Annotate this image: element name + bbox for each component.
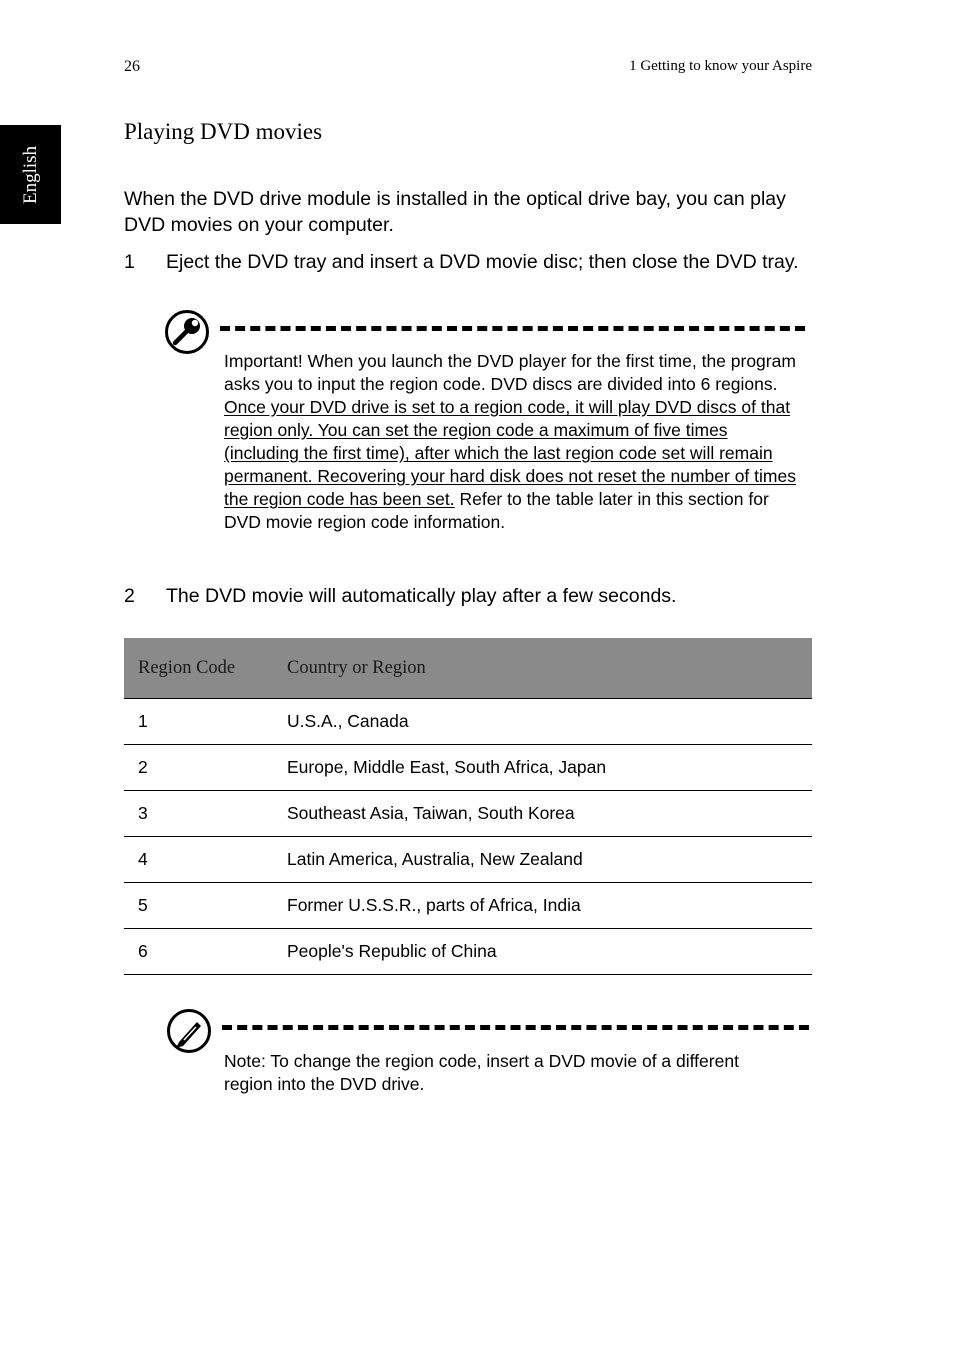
table-row bbox=[124, 883, 812, 929]
step-text: The DVD movie will automatically play after a few seconds. bbox=[166, 585, 677, 607]
country-cell: Southeast Asia, Taiwan, South Korea bbox=[273, 791, 812, 837]
country-cell: U.S.A., Canada bbox=[273, 699, 812, 745]
important-label: Important! bbox=[224, 351, 303, 371]
region-code-cell: 3 bbox=[124, 791, 273, 837]
page-number: 26 bbox=[124, 58, 140, 75]
important-wrench-icon bbox=[164, 309, 210, 355]
step-number: 1 bbox=[124, 251, 135, 273]
important-callout-text bbox=[224, 350, 799, 534]
table-row bbox=[124, 791, 812, 837]
note-pen-icon bbox=[166, 1008, 212, 1054]
important-text-after: Refer to the table later in this section for DVD movie region code information. bbox=[224, 489, 769, 532]
step-2 bbox=[124, 583, 814, 609]
note-text: To change the region code, insert a DVD movie of a different region into the DVD drive. bbox=[224, 1051, 739, 1094]
step-number: 2 bbox=[124, 585, 135, 607]
important-text-underlined: Once your DVD drive is set to a region code, it will play DVD discs of that region only. You can set the region code a maximum of five times (including the first time), after which the last region code set will remain permanent. Recovering your hard disk does not reset the number of times the region code has been set. bbox=[224, 397, 796, 509]
step-1 bbox=[124, 249, 814, 275]
country-cell: Former U.S.S.R., parts of Africa, India bbox=[273, 883, 812, 929]
callout-divider bbox=[220, 326, 805, 331]
language-tab bbox=[0, 125, 61, 224]
table-header-row bbox=[124, 638, 812, 699]
region-code-table bbox=[124, 638, 812, 975]
table-row bbox=[124, 837, 812, 883]
region-code-cell: 1 bbox=[124, 699, 273, 745]
column-header-country: Country or Region bbox=[273, 638, 812, 699]
section-title: Playing DVD movies bbox=[124, 119, 323, 144]
region-code-cell: 4 bbox=[124, 837, 273, 883]
important-text-before: When you launch the DVD player for the first time, the program asks you to input the region code. DVD discs are divided into 6 regions. bbox=[224, 351, 796, 394]
table-row bbox=[124, 929, 812, 975]
running-head: 1 Getting to know your Aspire bbox=[629, 58, 812, 74]
table-row bbox=[124, 699, 812, 745]
column-header-region-code: Region Code bbox=[124, 638, 273, 699]
country-cell: People's Republic of China bbox=[273, 929, 812, 975]
intro-paragraph: When the DVD drive module is installed in the optical drive bay, you can play DVD movies on your computer. bbox=[124, 188, 786, 236]
language-tab-label: English bbox=[19, 145, 41, 204]
step-text: Eject the DVD tray and insert a DVD movie disc; then close the DVD tray. bbox=[166, 251, 799, 273]
country-cell: Europe, Middle East, South Africa, Japan bbox=[273, 745, 812, 791]
region-code-cell: 2 bbox=[124, 745, 273, 791]
region-code-cell: 6 bbox=[124, 929, 273, 975]
callout-divider bbox=[222, 1025, 809, 1030]
country-cell: Latin America, Australia, New Zealand bbox=[273, 837, 812, 883]
note-callout-text bbox=[224, 1050, 784, 1096]
note-label: Note: bbox=[224, 1051, 266, 1071]
region-code-cell: 5 bbox=[124, 883, 273, 929]
table-row bbox=[124, 745, 812, 791]
